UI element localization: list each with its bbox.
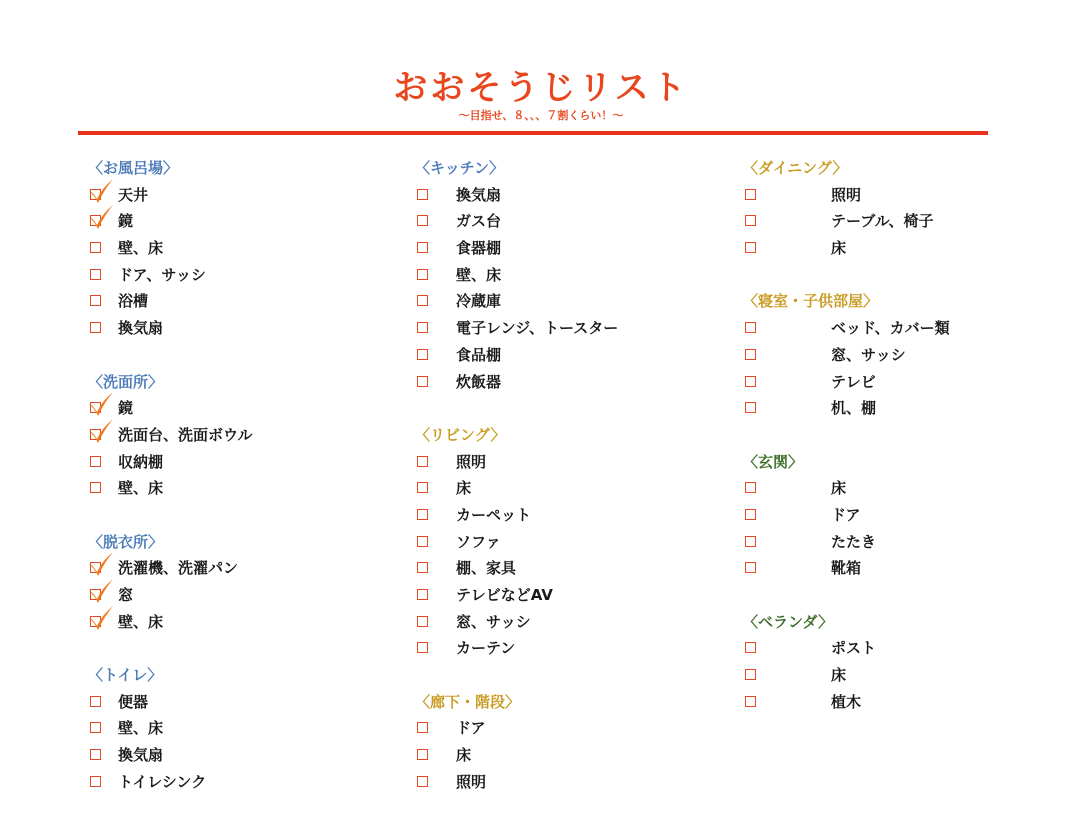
- checkbox[interactable]: [417, 242, 428, 253]
- section-heading: 〈ダイニング〉: [743, 159, 848, 177]
- item-label: テレビ: [831, 372, 876, 391]
- checkbox[interactable]: [417, 456, 428, 467]
- checklist-item: [88, 182, 388, 209]
- item-label: 換気扇: [118, 746, 164, 765]
- item-label: ドア: [456, 719, 486, 738]
- checklist-section: [743, 155, 1043, 262]
- checklist-item: [743, 662, 1043, 689]
- item-label: 便器: [118, 692, 149, 711]
- checkbox[interactable]: [417, 215, 428, 226]
- checkbox[interactable]: [745, 322, 756, 333]
- item-label: 植木: [831, 692, 862, 711]
- checklist-item: [88, 422, 388, 449]
- checkbox[interactable]: [417, 376, 428, 387]
- checklist-section: [415, 422, 715, 662]
- checkbox[interactable]: [417, 536, 428, 547]
- item-label: 机、棚: [831, 399, 877, 418]
- item-label: 冷蔵庫: [456, 292, 502, 311]
- checklist-section: [88, 529, 388, 636]
- checkbox[interactable]: [417, 589, 428, 600]
- item-label: ベッド、カバー類: [831, 319, 950, 338]
- item-label: 窓: [118, 586, 134, 604]
- item-label: 壁、床: [118, 612, 164, 631]
- checkbox[interactable]: [417, 269, 428, 280]
- item-label: 収納棚: [118, 452, 164, 471]
- checklist-item: [88, 742, 388, 769]
- item-label: カーペット: [456, 505, 532, 524]
- checklist-item: [88, 555, 388, 582]
- checklist-item: [415, 715, 715, 742]
- item-label: テレビなどAV: [456, 586, 553, 604]
- section-heading: 〈キッチン〉: [415, 159, 504, 177]
- checkbox[interactable]: [745, 536, 756, 547]
- checklist-item: [415, 235, 715, 262]
- checklist-item: [88, 315, 388, 342]
- checkbox[interactable]: [745, 402, 756, 413]
- checklist-item: [88, 475, 388, 502]
- checkbox[interactable]: [90, 749, 101, 760]
- item-label: 窓、サッシ: [456, 612, 531, 631]
- item-label: テーブル、椅子: [831, 212, 934, 231]
- item-label: トイレシンク: [118, 772, 207, 791]
- item-label: 照明: [456, 452, 487, 471]
- checklist-item: [88, 582, 388, 609]
- item-label: カーテン: [456, 639, 516, 658]
- checklist-item: [415, 208, 715, 235]
- checklist-item: [415, 315, 715, 342]
- item-label: 棚、家具: [456, 559, 517, 578]
- item-label: 電子レンジ、トースター: [456, 319, 619, 338]
- checklist-item: [415, 262, 715, 289]
- checklist-item: [88, 609, 388, 636]
- checklist-section: [415, 689, 715, 796]
- item-label: 窓、サッシ: [831, 345, 906, 364]
- checkbox[interactable]: [417, 189, 428, 200]
- item-label: 天井: [118, 185, 149, 204]
- checkmark-icon: [86, 416, 116, 446]
- page-subtitle: 〜目指せ、８、、、７割くらい！〜: [458, 109, 624, 122]
- checkbox[interactable]: [417, 776, 428, 787]
- checkbox[interactable]: [417, 642, 428, 653]
- item-label: 照明: [831, 185, 862, 204]
- item-label: 鏡: [118, 399, 134, 418]
- checkbox[interactable]: [90, 482, 101, 493]
- checkmark-icon: [86, 549, 116, 579]
- item-label: ドア: [831, 505, 861, 524]
- section-heading: 〈脱衣所〉: [88, 532, 164, 551]
- item-label: 炊飯器: [456, 372, 502, 391]
- checklist-section: [88, 369, 388, 502]
- section-heading: 〈寝室・子供部屋〉: [743, 292, 879, 311]
- checkbox[interactable]: [417, 616, 428, 627]
- checklist-item: [743, 689, 1043, 716]
- checkbox[interactable]: [745, 376, 756, 387]
- column-2: [415, 155, 715, 822]
- checkbox[interactable]: [417, 562, 428, 573]
- item-label: 壁、床: [118, 479, 164, 498]
- checkbox[interactable]: [417, 349, 428, 360]
- checkbox[interactable]: [745, 242, 756, 253]
- checkmark-icon: [86, 389, 116, 419]
- item-label: 壁、床: [118, 719, 164, 738]
- item-label: 壁、床: [456, 265, 502, 284]
- checklist-item: [743, 529, 1043, 556]
- checklist-item: [415, 769, 715, 796]
- checkbox[interactable]: [745, 189, 756, 200]
- checkbox[interactable]: [745, 482, 756, 493]
- checklist-item: [415, 369, 715, 396]
- checkbox[interactable]: [90, 696, 101, 707]
- item-label: ドア、サッシ: [118, 265, 207, 284]
- checklist-item: [415, 288, 715, 315]
- checkmark-icon: [86, 202, 116, 232]
- checkbox[interactable]: [90, 269, 101, 280]
- item-label: 洗濯機、洗濯パン: [118, 559, 239, 578]
- checkbox[interactable]: [90, 456, 101, 467]
- item-label: 床: [831, 239, 847, 258]
- item-label: 浴槽: [118, 292, 149, 311]
- item-label: 床: [456, 479, 472, 498]
- checkbox[interactable]: [417, 482, 428, 493]
- checklist-item: [743, 475, 1043, 502]
- checklist-item: [415, 502, 715, 529]
- checklist-item: [743, 502, 1043, 529]
- checklist-item: [743, 235, 1043, 262]
- checklist-item: [88, 689, 388, 716]
- checklist-section: [88, 662, 388, 795]
- checklist-item: [88, 288, 388, 315]
- checklist-section: [415, 155, 715, 395]
- checkbox[interactable]: [745, 349, 756, 360]
- checkbox[interactable]: [417, 295, 428, 306]
- title-divider: [78, 131, 988, 135]
- checkbox[interactable]: [90, 776, 101, 787]
- checklist-item: [415, 529, 715, 556]
- checklist-item: [415, 182, 715, 209]
- checklist-item: [415, 635, 715, 662]
- section-heading: 〈リビング〉: [415, 425, 506, 444]
- checkbox[interactable]: [90, 322, 101, 333]
- item-label: ポスト: [831, 639, 877, 658]
- checkmark-icon: [86, 176, 116, 206]
- checkbox[interactable]: [417, 749, 428, 760]
- checklist-item: [743, 208, 1043, 235]
- checkbox[interactable]: [90, 722, 101, 733]
- item-label: 靴箱: [831, 559, 862, 578]
- checkbox[interactable]: [417, 509, 428, 520]
- checklist-section: [743, 449, 1043, 582]
- checkbox[interactable]: [417, 322, 428, 333]
- checkbox[interactable]: [745, 669, 756, 680]
- item-label: 洗面台、洗面ボウル: [118, 425, 253, 444]
- checklist-item: [88, 235, 388, 262]
- checklist-section: [88, 155, 388, 342]
- item-label: 床: [831, 479, 847, 498]
- checklist-item: [743, 315, 1043, 342]
- item-label: 食器棚: [456, 239, 502, 258]
- checkbox[interactable]: [745, 642, 756, 653]
- checklist-item: [88, 715, 388, 742]
- checklist-item: [415, 555, 715, 582]
- checklist-item: [88, 208, 388, 235]
- column-3: [743, 155, 1043, 742]
- checkbox[interactable]: [90, 295, 101, 306]
- checkbox[interactable]: [90, 242, 101, 253]
- item-label: 換気扇: [456, 185, 502, 204]
- checkbox[interactable]: [745, 215, 756, 226]
- item-label: 床: [831, 666, 847, 685]
- checkmark-icon: [86, 576, 116, 606]
- checklist-item: [415, 742, 715, 769]
- checklist-section: [743, 609, 1043, 716]
- checklist-item: [743, 369, 1043, 396]
- item-label: 照明: [456, 772, 487, 791]
- page-title: おおそうじリスト: [393, 68, 689, 108]
- checklist-item: [415, 609, 715, 636]
- checklist-item: [415, 475, 715, 502]
- checkbox[interactable]: [745, 509, 756, 520]
- checkmark-icon: [86, 603, 116, 633]
- checklist-item: [88, 262, 388, 289]
- checkbox[interactable]: [745, 562, 756, 573]
- checklist-item: [743, 555, 1043, 582]
- checklist-item: [743, 342, 1043, 369]
- section-heading: 〈洗面所〉: [88, 372, 164, 391]
- item-label: 食品棚: [456, 345, 502, 364]
- item-label: たたき: [831, 532, 877, 551]
- item-label: 床: [456, 746, 472, 765]
- item-label: 換気扇: [118, 319, 164, 338]
- checklist-item: [743, 635, 1043, 662]
- checklist-item: [88, 449, 388, 476]
- checklist-item: [88, 395, 388, 422]
- item-label: 鏡: [118, 212, 134, 231]
- checkbox[interactable]: [417, 722, 428, 733]
- checklist-section: [743, 288, 1043, 421]
- section-heading: 〈ベランダ〉: [743, 612, 834, 631]
- checklist-item: [743, 395, 1043, 422]
- checklist-item: [415, 342, 715, 369]
- checklist-item: [415, 582, 715, 609]
- section-heading: 〈玄関〉: [743, 452, 804, 471]
- item-label: 壁、床: [118, 239, 164, 258]
- column-1: [88, 155, 388, 822]
- section-heading: 〈トイレ〉: [88, 666, 163, 685]
- section-heading: 〈お風呂場〉: [88, 159, 179, 177]
- item-label: ガス台: [456, 212, 502, 231]
- checklist-item: [415, 449, 715, 476]
- checklist-item: [743, 182, 1043, 209]
- checklist-item: [88, 769, 388, 796]
- item-label: ソファ: [456, 532, 501, 551]
- checkbox[interactable]: [745, 696, 756, 707]
- section-heading: 〈廊下・階段〉: [415, 692, 521, 711]
